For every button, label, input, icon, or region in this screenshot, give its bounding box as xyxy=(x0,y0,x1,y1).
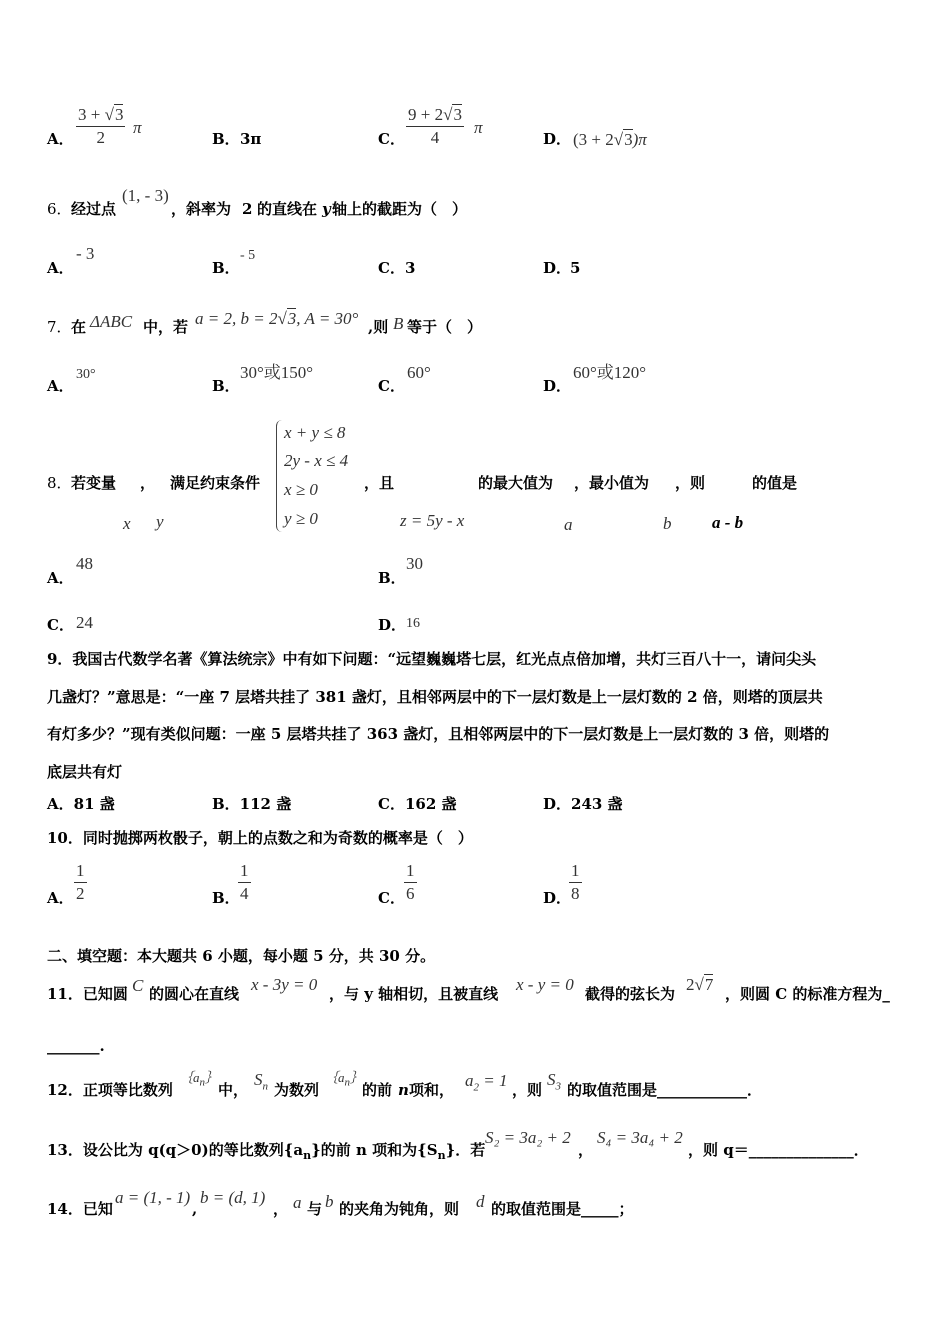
coefficient: 2 xyxy=(686,975,695,994)
option-value: 60°或120° xyxy=(573,363,647,382)
question-number: 6． xyxy=(47,200,72,218)
option-label: A． xyxy=(47,259,74,277)
pi-symbol: π xyxy=(474,118,483,137)
question-text-line: 底层共有灯 xyxy=(47,763,123,781)
constraint: y ≥ 0 xyxy=(284,509,318,528)
radicand: 7 xyxy=(704,975,714,994)
option-label: D． xyxy=(543,259,572,277)
variable-n: n xyxy=(398,1081,409,1099)
sum-symbol: S xyxy=(547,1070,556,1089)
option-value: - 5 xyxy=(240,248,256,263)
fraction xyxy=(569,860,582,905)
equals-one: = 1 xyxy=(483,1071,508,1090)
variable-x: x xyxy=(123,514,131,533)
numerator: 1 xyxy=(569,860,582,883)
vector-b: b = (d, 1) xyxy=(200,1188,266,1207)
option-label: C． xyxy=(47,616,74,634)
option-label: C． xyxy=(378,130,405,148)
option-label: D． xyxy=(543,377,572,395)
denominator: 4 xyxy=(430,128,440,147)
option-label: B． xyxy=(212,259,240,277)
sequence-a: a xyxy=(338,1070,345,1085)
option-value: 30 xyxy=(406,554,423,573)
option-label: A． xyxy=(47,377,74,395)
subscript: n xyxy=(437,1149,446,1162)
question-text: 为数列 xyxy=(274,1081,320,1099)
question-text: 若变量 xyxy=(71,474,117,492)
question-text: 在 xyxy=(71,318,87,336)
question-text: 的直线在 xyxy=(257,200,318,218)
question-text: ，斜率为 xyxy=(171,200,232,218)
question-text: 轴上的截距为（ ） xyxy=(332,200,468,218)
question-text: 的最大值为 xyxy=(478,474,554,492)
radicand: 3 xyxy=(624,130,633,149)
question-text: 12．正项等比数列 xyxy=(47,1081,173,1099)
question-text: ,则 xyxy=(368,318,389,336)
question-number: 8． xyxy=(47,474,72,492)
triangle: ΔABC xyxy=(90,312,133,331)
variable-d: d xyxy=(476,1192,485,1211)
question-text-blank[interactable]: 的取值范围是____________． xyxy=(567,1081,763,1099)
question-text: 中， xyxy=(218,1081,249,1099)
expr-part: )π xyxy=(632,130,647,149)
fraction xyxy=(74,860,87,905)
circle-c: C xyxy=(132,976,144,995)
question-text: 的圆心在直线 xyxy=(149,985,240,1003)
sequence-symbol: $\{a_n\}$ xyxy=(325,1070,364,1089)
question-text: 2 xyxy=(242,200,253,218)
question-text: ，且 xyxy=(364,474,395,492)
radicand: 3 xyxy=(114,105,124,124)
question-text-blank[interactable]: 的取值范围是_____； xyxy=(491,1200,634,1218)
question-text: 14．已知 xyxy=(47,1200,113,1218)
variable-b: B xyxy=(393,314,404,333)
subscript: 3 xyxy=(555,1080,561,1093)
denominator: 4 xyxy=(240,884,249,903)
question-text: 截得的弦长为 xyxy=(585,985,676,1003)
question-text: 项和， xyxy=(409,1081,455,1099)
sequence-symbol: $\{a_n\}$ xyxy=(180,1070,219,1089)
question-text xyxy=(47,1141,485,1165)
option-value: 16 xyxy=(406,616,420,631)
equation-s4: S₄ = 3a₄ + 2 xyxy=(597,1128,683,1147)
constraint-brace xyxy=(276,420,283,532)
option-value: 60° xyxy=(407,363,431,382)
condition-part: a = 2, b = 2 xyxy=(195,309,278,328)
option-label: B． xyxy=(212,377,240,395)
denominator: 6 xyxy=(406,884,415,903)
question-text-line: 有灯多少？”现有类似问题：一座 5 层塔共挂了 363 盏灯，且相邻两层中的下一层灯数是上一层灯数的 3 倍，则塔的 xyxy=(47,725,830,743)
question-text: 的夹角为钝角，则 xyxy=(339,1200,460,1218)
option-value: - 3 xyxy=(76,244,95,263)
question-text: ，与 y 轴相切，且被直线 xyxy=(329,985,499,1003)
text-part: 13．设公比为 q(q＞0)的等比数列{a xyxy=(47,1141,304,1159)
fraction xyxy=(238,860,251,905)
option-label: D． xyxy=(543,889,572,907)
option-label: B． xyxy=(212,889,240,907)
expression: (3 + 2√3)π xyxy=(573,130,647,149)
term-a: a xyxy=(465,1071,474,1090)
option-label: D． xyxy=(378,616,407,634)
section-heading: 二、填空题：本大题共 6 小题，每小题 5 分，共 30 分。 xyxy=(47,947,436,965)
point: (1, - 3) xyxy=(122,186,169,205)
subscript: 2 xyxy=(473,1081,479,1094)
pi-symbol: π xyxy=(133,118,142,137)
option-value: 5 xyxy=(570,259,581,277)
option-label: A． xyxy=(47,889,74,907)
s3 xyxy=(547,1070,561,1096)
sequence-a: a xyxy=(193,1070,200,1085)
fraction: $\frac{3 + √3}{2}$ xyxy=(78,105,124,147)
question-text: ，最小值为 xyxy=(574,474,650,492)
option-label: D． xyxy=(543,130,572,148)
variable-a: a xyxy=(564,515,573,534)
line-equation: x - 3y = 0 xyxy=(251,975,318,994)
condition-part: , A = 30° xyxy=(296,309,359,328)
fraction: $\frac{9 + 2√3}{4}$ xyxy=(408,105,462,147)
radicand: 3 xyxy=(287,309,297,328)
separator: ， xyxy=(578,1141,594,1159)
option-label: C． xyxy=(378,377,405,395)
a2-condition xyxy=(465,1071,507,1097)
question-text: 的前 xyxy=(362,1081,393,1099)
separator: , xyxy=(192,1200,198,1218)
numerator-part: 3 + xyxy=(78,105,105,124)
chord-length: 2√7 xyxy=(686,975,714,994)
question-text: ，则圆 C 的标准方程为_ xyxy=(725,985,890,1003)
numerator: 1 xyxy=(74,860,87,883)
option-label: B． xyxy=(212,130,240,148)
answer-blank[interactable]: _______. xyxy=(47,1037,105,1055)
subscript: n xyxy=(199,1076,206,1089)
numerator: 1 xyxy=(404,860,417,883)
question-number: 7． xyxy=(47,318,72,336)
condition: a = 2, b = 2√3, A = 30° xyxy=(195,309,359,328)
separator: ， xyxy=(273,1200,289,1218)
expr-part: (3 + 2 xyxy=(573,130,614,149)
question-text: ，则 xyxy=(675,474,706,492)
option-value: 30°或150° xyxy=(240,363,314,382)
sum-symbol: S xyxy=(254,1070,263,1089)
question-text: 满足约束条件 xyxy=(170,474,261,492)
variable-y: y xyxy=(322,200,331,218)
numerator: 1 xyxy=(238,860,251,883)
equation-s2: S₂ = 3a₂ + 2 xyxy=(485,1128,571,1147)
fraction xyxy=(404,860,417,905)
question-text: 的值是 xyxy=(752,474,798,492)
question-text: ，则 xyxy=(512,1081,543,1099)
question-text: 等于（ ） xyxy=(407,318,483,336)
text-part: }的前 n 项和为{S xyxy=(311,1141,438,1159)
text-part: }．若 xyxy=(445,1141,486,1159)
option-b: B．112 盏 xyxy=(212,795,292,813)
variable-y: y xyxy=(156,512,164,531)
vector-a: a = (1, - 1) xyxy=(115,1188,191,1207)
objective-function: z = 5y - x xyxy=(400,511,465,530)
question-text: 10．同时抛掷两枚骰子，朝上的点数之和为奇数的概率是（ ） xyxy=(47,829,473,847)
option-value: 3π xyxy=(240,130,262,148)
question-text: 11．已知圆 xyxy=(47,985,128,1003)
question-text: ， xyxy=(140,474,156,492)
denominator: 2 xyxy=(76,884,85,903)
option-label: C． xyxy=(378,259,405,277)
question-text-line: 几盏灯？”意思是：“一座 7 层塔共挂了 381 盏灯，且相邻两层中的下一层灯数是上一层灯数的 2 倍，则塔的顶层共 xyxy=(47,688,823,706)
option-d: D．243 盏 xyxy=(543,795,623,813)
constraint: x + y ≤ 8 xyxy=(284,423,346,442)
denominator: 8 xyxy=(571,884,580,903)
option-label: A． xyxy=(47,130,74,148)
option-value: 24 xyxy=(76,613,93,632)
option-a: A．81 盏 xyxy=(47,795,115,813)
question-text-line: 9．我国古代数学名著《算法统宗》中有如下问题：“远望巍巍塔七层，红光点点倍加增，共灯三百八十一，请问尖头 xyxy=(47,650,817,668)
line-equation: x - y = 0 xyxy=(516,975,574,994)
question-text: 中，若 xyxy=(143,318,189,336)
sum-s xyxy=(254,1070,268,1096)
option-value: 3 xyxy=(405,259,416,277)
numerator-part: 9 + 2 xyxy=(408,105,444,124)
option-value: 30° xyxy=(76,367,96,382)
option-c: C．162 盏 xyxy=(378,795,457,813)
option-label: C． xyxy=(378,889,405,907)
option-label: A． xyxy=(47,569,74,587)
constraint: x ≥ 0 xyxy=(284,480,318,499)
variable-a: a xyxy=(293,1193,302,1212)
question-text-blank[interactable]: ，则 q＝______________． xyxy=(688,1141,869,1159)
subscript: n xyxy=(303,1149,312,1162)
subscript: n xyxy=(262,1080,268,1093)
denominator: 2 xyxy=(96,128,105,147)
variable-b: b xyxy=(663,514,672,533)
constraint: 2y - x ≤ 4 xyxy=(284,451,349,470)
expression-a-minus-b: a - b xyxy=(712,513,744,532)
variable-b: b xyxy=(325,1192,334,1211)
radicand: 3 xyxy=(453,105,462,124)
option-value: 48 xyxy=(76,554,93,573)
question-text: 经过点 xyxy=(71,200,117,218)
question-text: 与 xyxy=(307,1200,323,1218)
subscript: n xyxy=(344,1076,351,1089)
option-label: B． xyxy=(378,569,406,587)
